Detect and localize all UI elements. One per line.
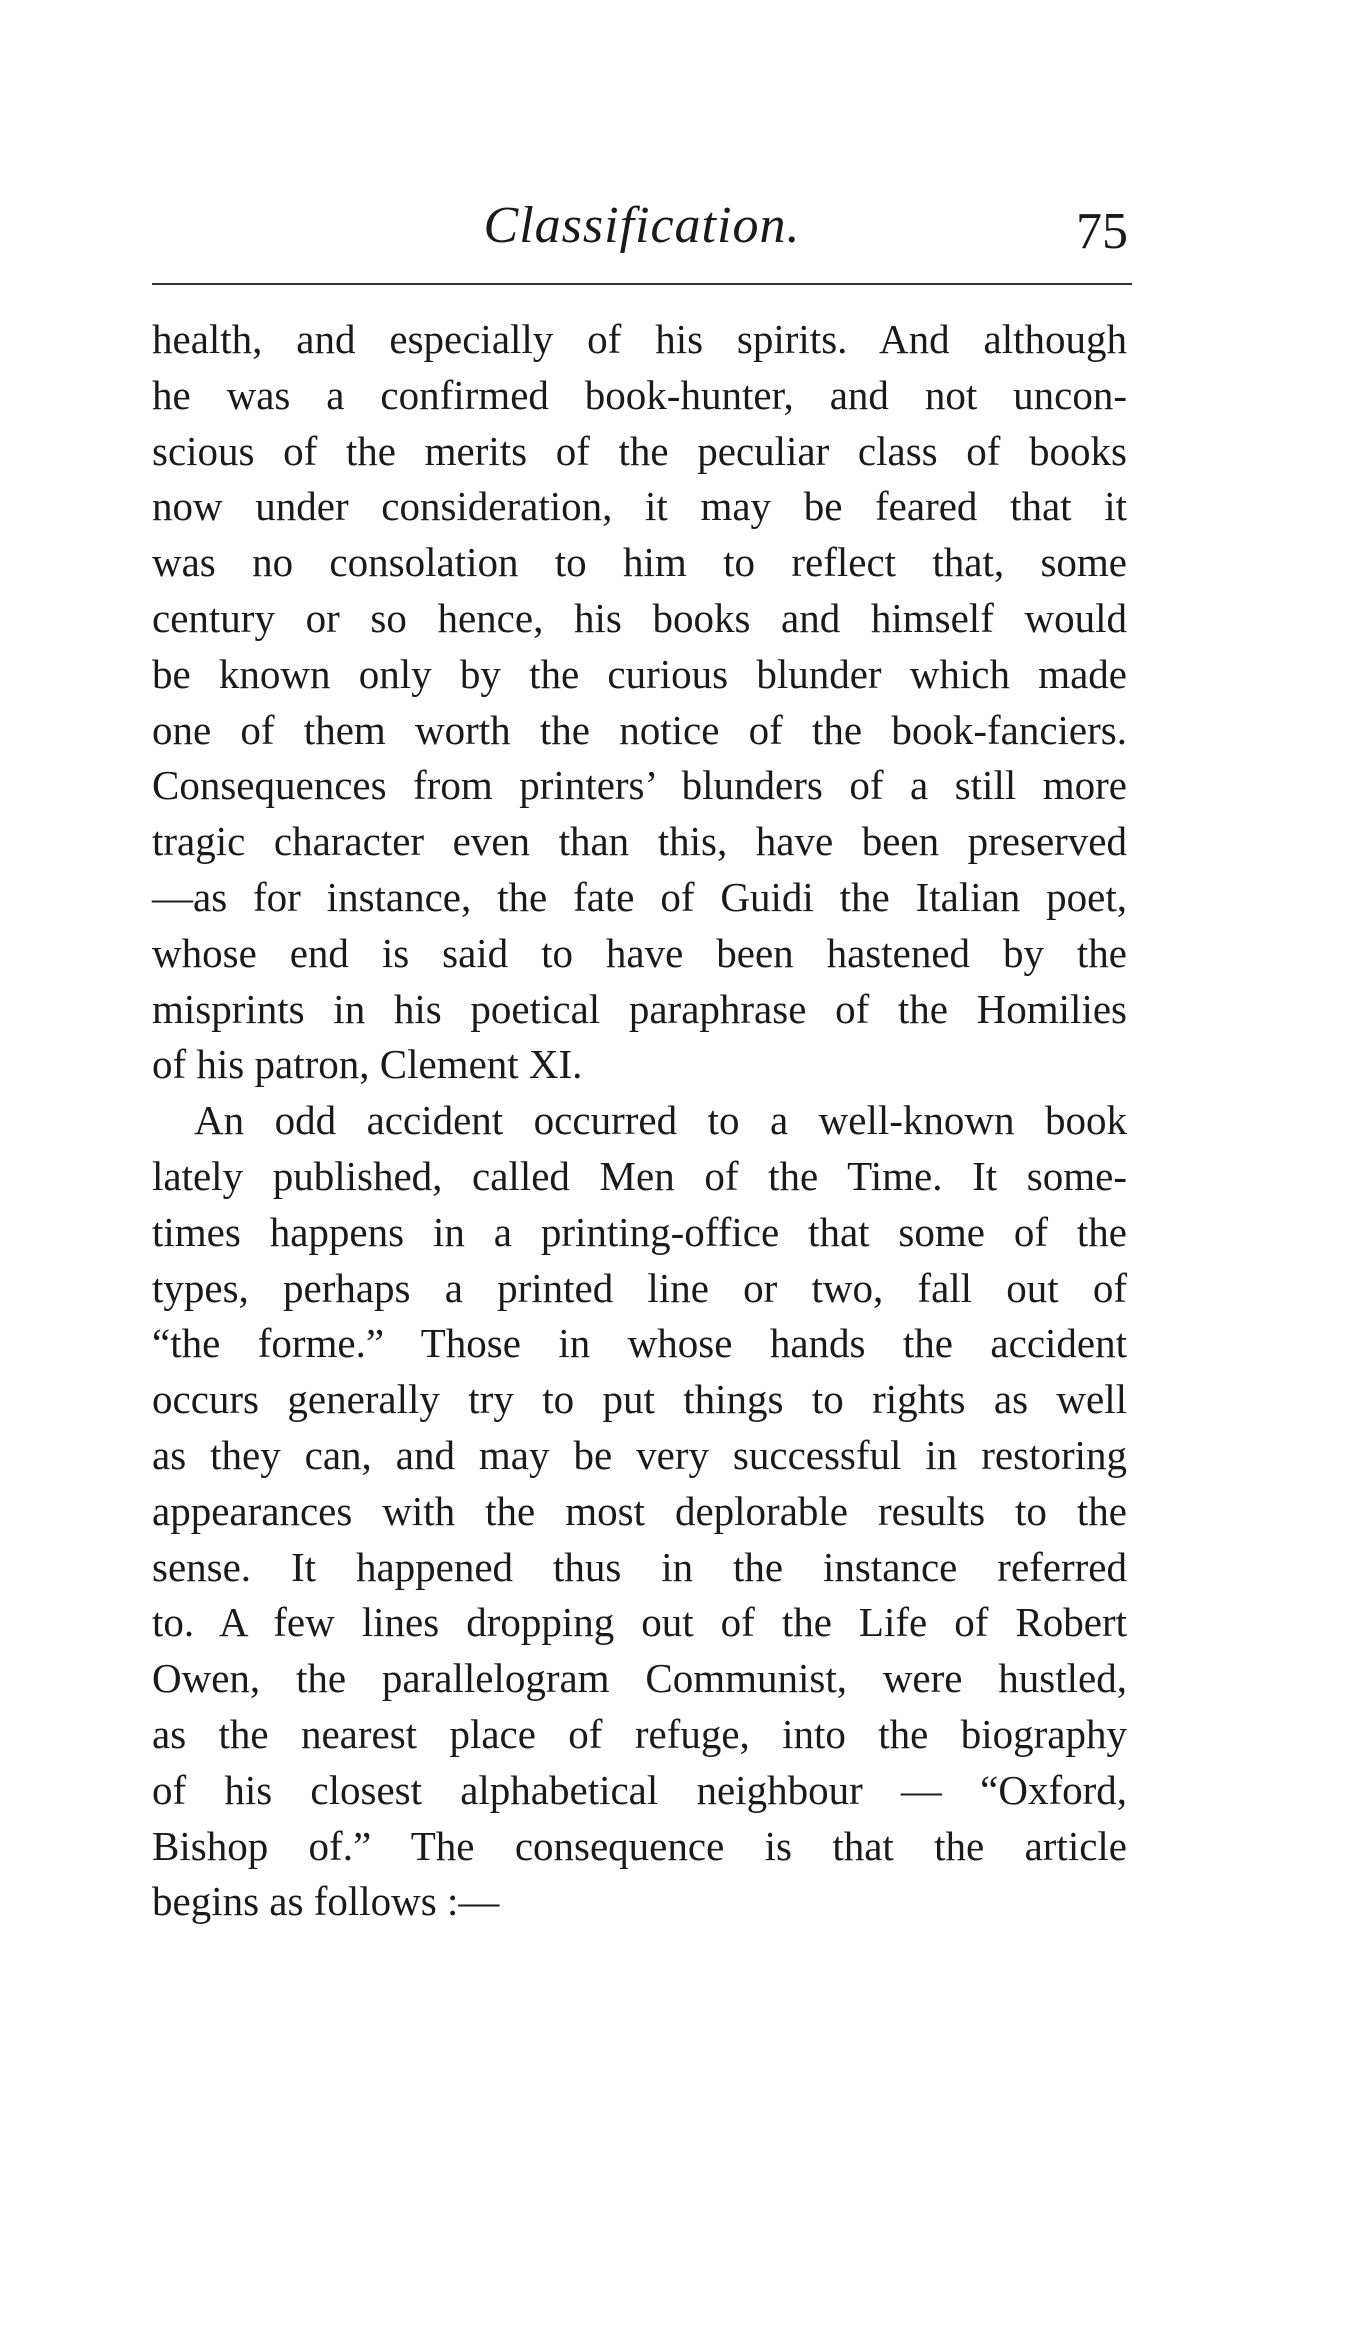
text-line: tragic character even than this, have been preserved [152,818,1127,865]
header-rule [152,283,1132,285]
text-line: now under consideration, it may be feared that it [152,483,1127,530]
text-line: century or so hence, his books and himself would [152,594,1127,641]
text-line: appearances with the most deplorable results to the [152,1487,1127,1534]
text-line: one of them worth the notice of the book-fanciers. [152,706,1127,753]
text-line: health, and especially of his spirits. And although [152,316,1127,362]
text-line: of his patron, Clement XI. [152,1041,583,1088]
page-number: 75 [1076,203,1128,260]
text-line: lately published, called Men of the Time. It some- [152,1152,1127,1199]
text-line: of his closest alphabetical neighbour — “Oxford, [152,1766,1127,1813]
text-line: Owen, the parallelogram Communist, were hustled, [152,1655,1127,1702]
text-line: as they can, and may be very successful in restoring [152,1431,1127,1478]
text-line: as the nearest place of refuge, into the biography [152,1710,1127,1757]
text-line: whose end is said to have been hastened by the [152,929,1127,976]
body-text [152,312,1127,1930]
text-line: occurs generally try to put things to rights as well [152,1376,1127,1423]
text-line: misprints in his poetical paraphrase of the Homilies [152,985,1127,1032]
running-title: Classification. [483,197,801,254]
text-line: times happens in a printing-office that some of the [152,1208,1127,1255]
text-line: “the forme.” Those in whose hands the accident [152,1320,1127,1367]
text-line: Consequences from printers’ blunders of a still more [152,762,1127,809]
text-line: types, perhaps a printed line or two, fall out of [152,1264,1127,1311]
text-line: scious of the merits of the peculiar class of books [152,427,1127,474]
text-line: he was a confirmed book-hunter, and not uncon- [152,371,1127,418]
text-line: was no consolation to him to reflect that, some [152,539,1127,586]
running-head [152,196,1132,276]
text-line: —as for instance, the fate of Guidi the Italian poet, [152,873,1127,920]
text-line: An odd accident occurred to a well-known book [194,1097,1127,1144]
text-line: sense. It happened thus in the instance referred [152,1543,1127,1590]
text-line: Bishop of.” The consequence is that the article [152,1822,1127,1869]
text-line: be known only by the curious blunder which made [152,650,1127,697]
text-line: to. A few lines dropping out of the Life of Robert [152,1599,1127,1646]
text-line: begins as follows :— [152,1878,500,1925]
